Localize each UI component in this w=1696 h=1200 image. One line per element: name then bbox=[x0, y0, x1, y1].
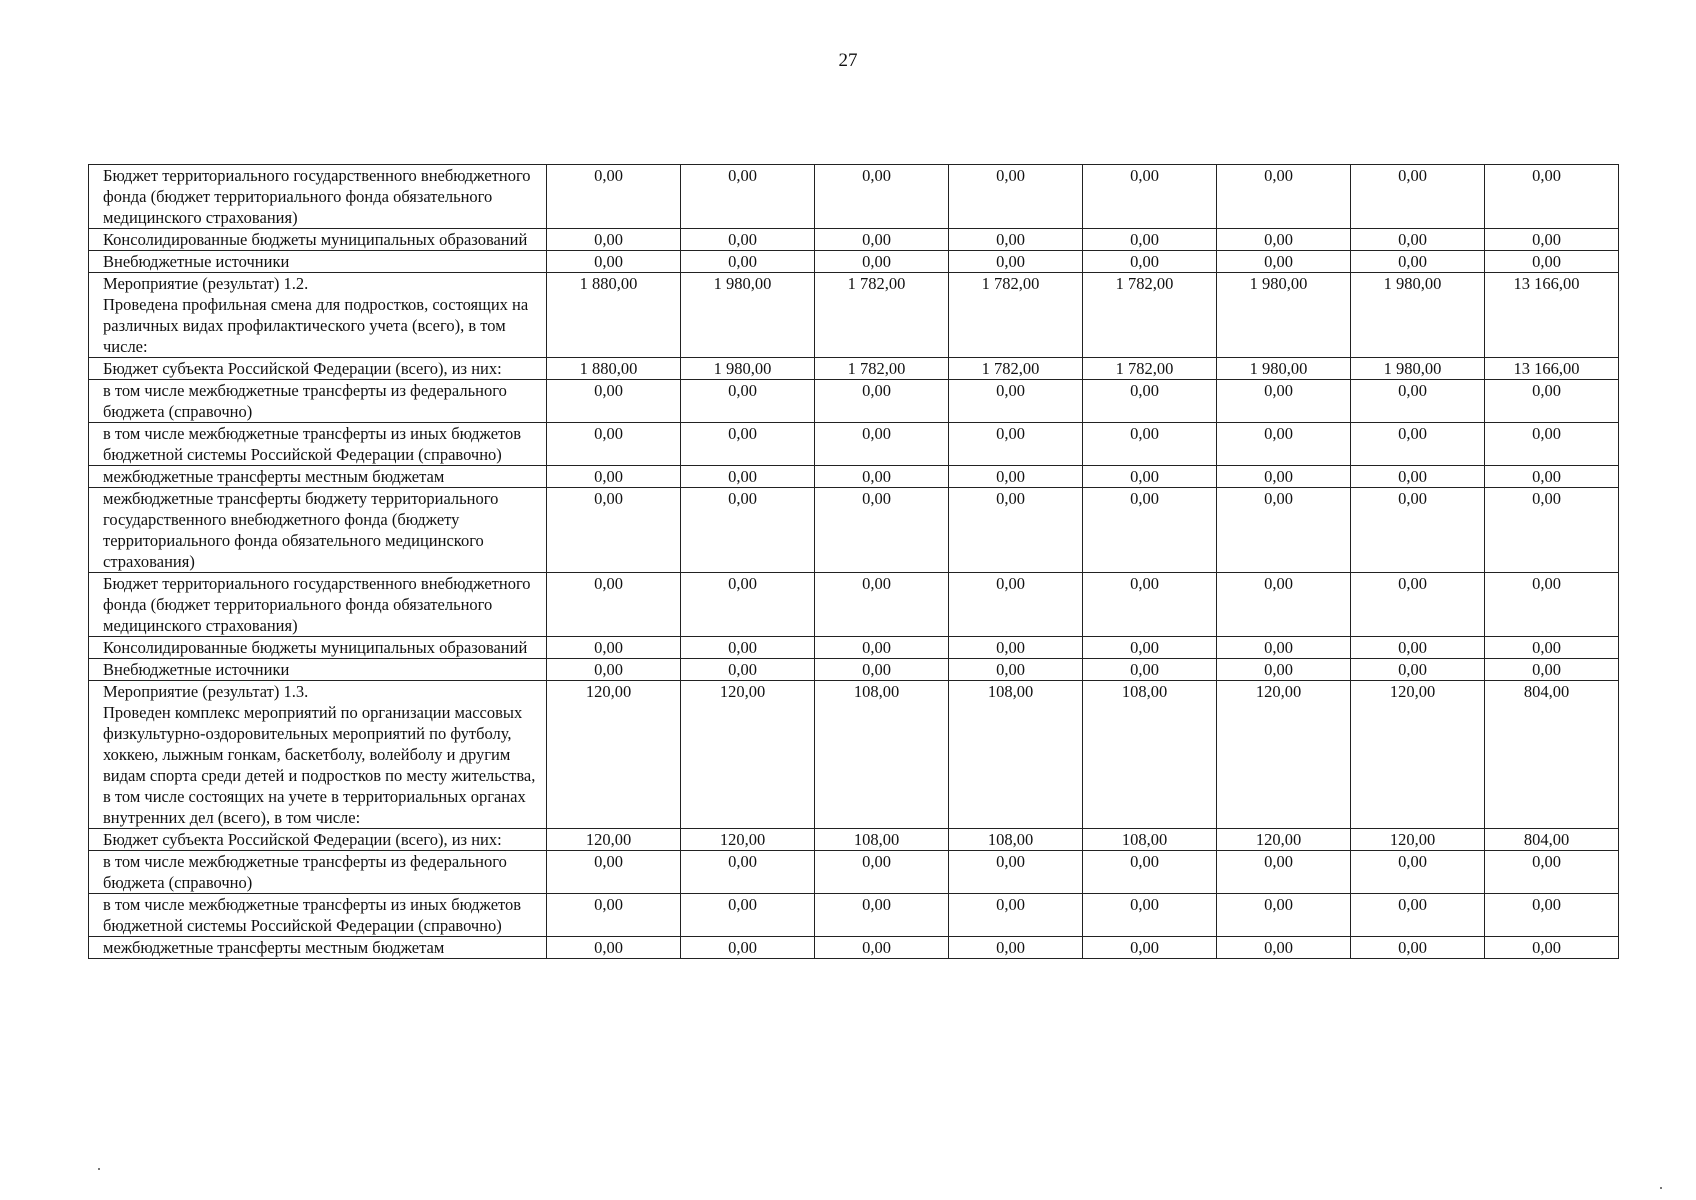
table-row bbox=[89, 637, 1619, 659]
row-label: в том числе межбюджетные трансферты из иных бюджетов бюджетной системы Российской Федерации (справочно) bbox=[89, 423, 547, 466]
value-cell: 1 980,00 bbox=[1217, 358, 1351, 380]
value-cell: 0,00 bbox=[815, 251, 949, 273]
value-cell: 0,00 bbox=[1217, 466, 1351, 488]
value-cell: 120,00 bbox=[1351, 681, 1485, 829]
value-cell: 0,00 bbox=[547, 251, 681, 273]
value-cell: 0,00 bbox=[815, 637, 949, 659]
value-cell: 0,00 bbox=[547, 423, 681, 466]
value-cell: 1 782,00 bbox=[1083, 358, 1217, 380]
value-cell: 0,00 bbox=[681, 637, 815, 659]
value-cell: 0,00 bbox=[1083, 851, 1217, 894]
table-row bbox=[89, 659, 1619, 681]
value-cell: 0,00 bbox=[681, 380, 815, 423]
row-label: Внебюджетные источники bbox=[89, 659, 547, 681]
row-label: Мероприятие (результат) 1.3. Проведен комплекс мероприятий по организации массовых физкультурно-оздоровительных мероприятий по футболу, хоккею, лыжным гонкам, баскетболу, волейболу и другим видам спорта среди детей и подростков по месту жительства, в том числе состоящих на учете в территориальных органах внутренних дел (всего), в том числе: bbox=[89, 681, 547, 829]
value-cell: 0,00 bbox=[1485, 488, 1619, 573]
value-cell: 0,00 bbox=[681, 251, 815, 273]
value-cell: 0,00 bbox=[1083, 423, 1217, 466]
table-row bbox=[89, 488, 1619, 573]
table-row bbox=[89, 251, 1619, 273]
value-cell: 0,00 bbox=[681, 488, 815, 573]
row-label: в том числе межбюджетные трансферты из иных бюджетов бюджетной системы Российской Федерации (справочно) bbox=[89, 894, 547, 937]
value-cell: 1 782,00 bbox=[1083, 273, 1217, 358]
value-cell: 0,00 bbox=[1217, 229, 1351, 251]
row-label: Бюджет субъекта Российской Федерации (всего), из них: bbox=[89, 358, 547, 380]
value-cell: 0,00 bbox=[1485, 466, 1619, 488]
value-cell: 0,00 bbox=[1217, 573, 1351, 637]
value-cell: 0,00 bbox=[681, 423, 815, 466]
value-cell: 0,00 bbox=[1351, 637, 1485, 659]
value-cell: 0,00 bbox=[1083, 573, 1217, 637]
value-cell: 0,00 bbox=[1485, 380, 1619, 423]
table-row bbox=[89, 380, 1619, 423]
value-cell: 1 782,00 bbox=[815, 273, 949, 358]
row-label: Бюджет субъекта Российской Федерации (всего), из них: bbox=[89, 829, 547, 851]
value-cell: 0,00 bbox=[1485, 937, 1619, 959]
value-cell: 0,00 bbox=[1351, 937, 1485, 959]
value-cell: 1 782,00 bbox=[815, 358, 949, 380]
value-cell: 120,00 bbox=[681, 829, 815, 851]
value-cell: 1 980,00 bbox=[1351, 358, 1485, 380]
value-cell: 0,00 bbox=[547, 380, 681, 423]
value-cell: 0,00 bbox=[1485, 894, 1619, 937]
value-cell: 0,00 bbox=[815, 380, 949, 423]
value-cell: 0,00 bbox=[1083, 380, 1217, 423]
table-row bbox=[89, 423, 1619, 466]
value-cell: 1 880,00 bbox=[547, 273, 681, 358]
value-cell: 0,00 bbox=[949, 251, 1083, 273]
value-cell: 0,00 bbox=[1351, 466, 1485, 488]
scan-speck bbox=[1660, 1187, 1662, 1189]
value-cell: 0,00 bbox=[1485, 251, 1619, 273]
value-cell: 0,00 bbox=[1083, 488, 1217, 573]
value-cell: 120,00 bbox=[1351, 829, 1485, 851]
value-cell: 0,00 bbox=[681, 229, 815, 251]
value-cell: 0,00 bbox=[1083, 229, 1217, 251]
value-cell: 108,00 bbox=[1083, 829, 1217, 851]
value-cell: 0,00 bbox=[815, 423, 949, 466]
value-cell: 1 980,00 bbox=[681, 358, 815, 380]
row-label: межбюджетные трансферты местным бюджетам bbox=[89, 937, 547, 959]
value-cell: 120,00 bbox=[1217, 829, 1351, 851]
row-label: Консолидированные бюджеты муниципальных образований bbox=[89, 229, 547, 251]
value-cell: 0,00 bbox=[949, 466, 1083, 488]
table-row bbox=[89, 273, 1619, 358]
value-cell: 0,00 bbox=[1083, 637, 1217, 659]
value-cell: 0,00 bbox=[1083, 894, 1217, 937]
value-cell: 13 166,00 bbox=[1485, 273, 1619, 358]
row-label: в том числе межбюджетные трансферты из федерального бюджета (справочно) bbox=[89, 380, 547, 423]
value-cell: 0,00 bbox=[815, 659, 949, 681]
value-cell: 13 166,00 bbox=[1485, 358, 1619, 380]
value-cell: 0,00 bbox=[1351, 423, 1485, 466]
value-cell: 0,00 bbox=[949, 423, 1083, 466]
table-body bbox=[89, 165, 1619, 959]
table-row bbox=[89, 229, 1619, 251]
value-cell: 0,00 bbox=[547, 229, 681, 251]
value-cell: 120,00 bbox=[547, 681, 681, 829]
value-cell: 0,00 bbox=[1351, 659, 1485, 681]
value-cell: 0,00 bbox=[1083, 937, 1217, 959]
value-cell: 0,00 bbox=[815, 894, 949, 937]
table-row bbox=[89, 358, 1619, 380]
value-cell: 0,00 bbox=[1217, 380, 1351, 423]
row-label: Внебюджетные источники bbox=[89, 251, 547, 273]
row-label: Бюджет территориального государственного внебюджетного фонда (бюджет территориального фонда обязательного медицинского страхования) bbox=[89, 573, 547, 637]
value-cell: 1 980,00 bbox=[681, 273, 815, 358]
table-row bbox=[89, 165, 1619, 229]
table-row bbox=[89, 466, 1619, 488]
table-row bbox=[89, 573, 1619, 637]
value-cell: 120,00 bbox=[1217, 681, 1351, 829]
value-cell: 1 782,00 bbox=[949, 273, 1083, 358]
value-cell: 0,00 bbox=[1351, 894, 1485, 937]
value-cell: 804,00 bbox=[1485, 681, 1619, 829]
value-cell: 0,00 bbox=[547, 894, 681, 937]
value-cell: 0,00 bbox=[815, 851, 949, 894]
value-cell: 0,00 bbox=[1217, 894, 1351, 937]
value-cell: 0,00 bbox=[1485, 229, 1619, 251]
budget-table bbox=[88, 164, 1619, 959]
value-cell: 0,00 bbox=[1351, 380, 1485, 423]
value-cell: 0,00 bbox=[547, 659, 681, 681]
value-cell: 0,00 bbox=[681, 937, 815, 959]
value-cell: 0,00 bbox=[547, 573, 681, 637]
value-cell: 0,00 bbox=[1351, 251, 1485, 273]
value-cell: 0,00 bbox=[1217, 851, 1351, 894]
value-cell: 0,00 bbox=[949, 573, 1083, 637]
row-label: межбюджетные трансферты местным бюджетам bbox=[89, 466, 547, 488]
scan-speck bbox=[98, 1168, 100, 1170]
value-cell: 0,00 bbox=[547, 165, 681, 229]
row-label: межбюджетные трансферты бюджету территориального государственного внебюджетного фонда (бюджету территориального фонда обязательного медицинского страхования) bbox=[89, 488, 547, 573]
value-cell: 0,00 bbox=[547, 637, 681, 659]
value-cell: 0,00 bbox=[1485, 165, 1619, 229]
value-cell: 0,00 bbox=[949, 229, 1083, 251]
value-cell: 0,00 bbox=[547, 937, 681, 959]
value-cell: 0,00 bbox=[1485, 851, 1619, 894]
value-cell: 0,00 bbox=[815, 229, 949, 251]
value-cell: 0,00 bbox=[1351, 229, 1485, 251]
value-cell: 0,00 bbox=[815, 937, 949, 959]
value-cell: 0,00 bbox=[1217, 659, 1351, 681]
value-cell: 0,00 bbox=[949, 851, 1083, 894]
value-cell: 0,00 bbox=[1351, 488, 1485, 573]
table-row bbox=[89, 894, 1619, 937]
value-cell: 108,00 bbox=[815, 829, 949, 851]
value-cell: 108,00 bbox=[815, 681, 949, 829]
page-number: 27 bbox=[838, 50, 858, 71]
value-cell: 0,00 bbox=[949, 165, 1083, 229]
value-cell: 0,00 bbox=[681, 466, 815, 488]
value-cell: 0,00 bbox=[1217, 423, 1351, 466]
value-cell: 0,00 bbox=[1485, 637, 1619, 659]
value-cell: 0,00 bbox=[1217, 165, 1351, 229]
value-cell: 0,00 bbox=[681, 165, 815, 229]
value-cell: 1 880,00 bbox=[547, 358, 681, 380]
row-label: Бюджет территориального государственного внебюджетного фонда (бюджет территориального фонда обязательного медицинского страхования) bbox=[89, 165, 547, 229]
value-cell: 804,00 bbox=[1485, 829, 1619, 851]
value-cell: 0,00 bbox=[547, 851, 681, 894]
value-cell: 1 782,00 bbox=[949, 358, 1083, 380]
value-cell: 120,00 bbox=[681, 681, 815, 829]
value-cell: 0,00 bbox=[547, 488, 681, 573]
value-cell: 0,00 bbox=[1351, 851, 1485, 894]
value-cell: 0,00 bbox=[1485, 659, 1619, 681]
value-cell: 0,00 bbox=[949, 380, 1083, 423]
value-cell: 0,00 bbox=[949, 937, 1083, 959]
value-cell: 0,00 bbox=[949, 488, 1083, 573]
table-row bbox=[89, 937, 1619, 959]
value-cell: 0,00 bbox=[1217, 937, 1351, 959]
row-label: Мероприятие (результат) 1.2. Проведена профильная смена для подростков, состоящих на различных видах профилактического учета (всего), в том числе: bbox=[89, 273, 547, 358]
table-row bbox=[89, 681, 1619, 829]
value-cell: 0,00 bbox=[681, 659, 815, 681]
value-cell: 108,00 bbox=[949, 681, 1083, 829]
value-cell: 1 980,00 bbox=[1351, 273, 1485, 358]
value-cell: 0,00 bbox=[681, 894, 815, 937]
value-cell: 0,00 bbox=[1485, 423, 1619, 466]
value-cell: 0,00 bbox=[815, 573, 949, 637]
table-row bbox=[89, 851, 1619, 894]
value-cell: 0,00 bbox=[1217, 488, 1351, 573]
value-cell: 0,00 bbox=[1351, 573, 1485, 637]
value-cell: 108,00 bbox=[949, 829, 1083, 851]
value-cell: 0,00 bbox=[1217, 251, 1351, 273]
value-cell: 120,00 bbox=[547, 829, 681, 851]
row-label: в том числе межбюджетные трансферты из федерального бюджета (справочно) bbox=[89, 851, 547, 894]
value-cell: 0,00 bbox=[815, 165, 949, 229]
value-cell: 0,00 bbox=[949, 637, 1083, 659]
value-cell: 108,00 bbox=[1083, 681, 1217, 829]
value-cell: 0,00 bbox=[1351, 165, 1485, 229]
value-cell: 0,00 bbox=[547, 466, 681, 488]
row-label: Консолидированные бюджеты муниципальных образований bbox=[89, 637, 547, 659]
value-cell: 0,00 bbox=[681, 851, 815, 894]
value-cell: 1 980,00 bbox=[1217, 273, 1351, 358]
value-cell: 0,00 bbox=[1083, 165, 1217, 229]
value-cell: 0,00 bbox=[1083, 251, 1217, 273]
value-cell: 0,00 bbox=[1083, 659, 1217, 681]
value-cell: 0,00 bbox=[1485, 573, 1619, 637]
value-cell: 0,00 bbox=[815, 466, 949, 488]
value-cell: 0,00 bbox=[949, 894, 1083, 937]
value-cell: 0,00 bbox=[949, 659, 1083, 681]
value-cell: 0,00 bbox=[681, 573, 815, 637]
value-cell: 0,00 bbox=[1083, 466, 1217, 488]
table-row bbox=[89, 829, 1619, 851]
value-cell: 0,00 bbox=[1217, 637, 1351, 659]
value-cell: 0,00 bbox=[815, 488, 949, 573]
